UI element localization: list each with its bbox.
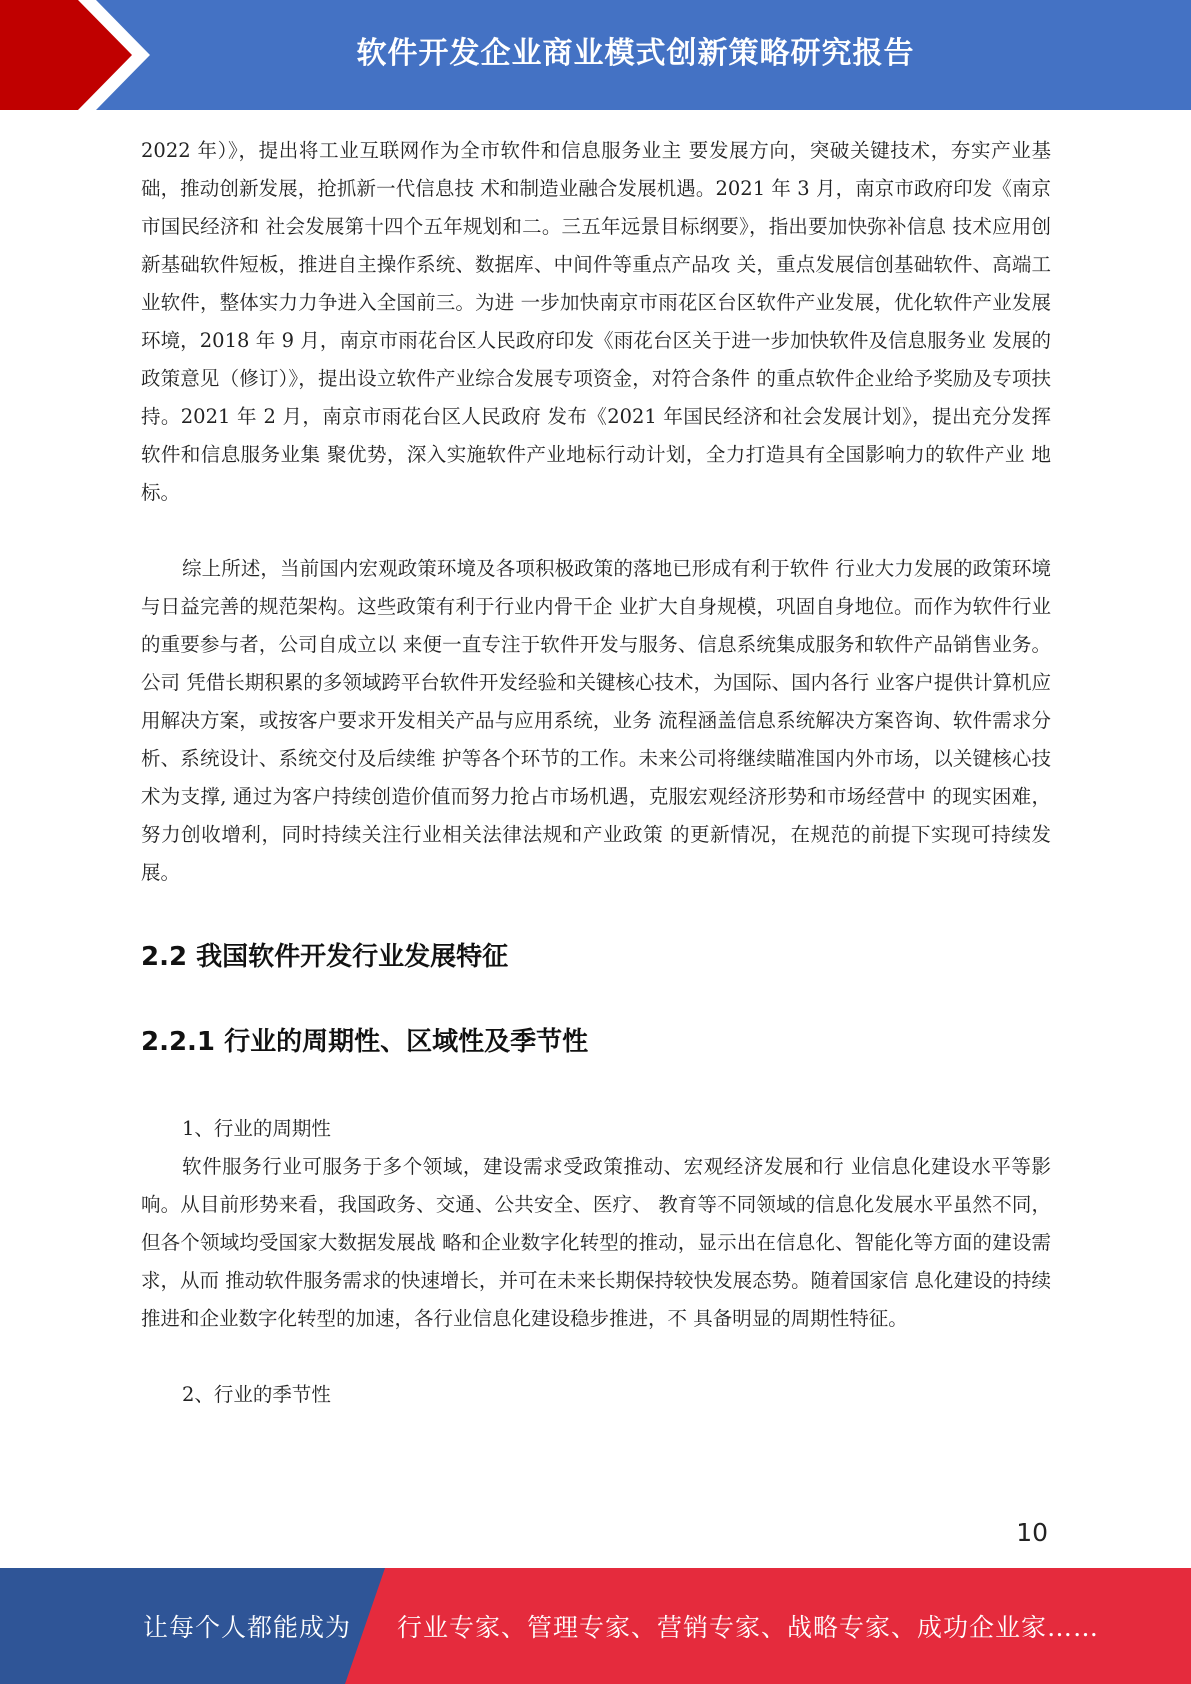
page-content <box>141 132 1051 1414</box>
section-heading-2-2-1: 2.2.1 行业的周期性、区域性及季节性 <box>141 1027 589 1057</box>
section-heading-2-2: 2.2 我国软件开发行业发展特征 <box>141 942 509 972</box>
page-number: 10 <box>1016 1518 1048 1547</box>
paragraph-policy-nanjing: 2022 年）》，提出将工业互联网作为全市软件和信息服务业主 要发展方向，突破关键技术，夯实产业基础，推动创新发展，抢抓新一代信息技 术和制造业融合发展机遇。2021 年 3 月，南京市政府印发《南京市国民经济和 社会发展第十四个五年规划和二。三五年远景目标纲要》，指出要加快弥补信息 技术应用创新基础软件短板，推进自主操作系统、数据库、中间件等重点产品攻 关，重点发展信创基础软件、高端工业软件，整体实力力争进入全国前三。为进 一步加快南京市雨花区台区软件产业发展，优化软件产业发展环境，2018 年 9 月，南京市雨花台区人民政府印发《雨花台区关于进一步加快软件及信息服务业 发展的政策意见（修订）》，提出设立软件产业综合发展专项资金，对符合条件 的重点软件企业给予奖励及专项扶持。2021 年 2 月，南京市雨花台区人民政府 发布《2021 年国民经济和社会发展计划》，提出充分发挥软件和信息服务业集 聚优势，深入实施软件产业地标行动计划，全力打造具有全国影响力的软件产业 地标。 <box>141 139 1051 504</box>
report-title: 软件开发企业商业模式创新策略研究报告 <box>356 36 915 71</box>
page-footer <box>0 1568 1191 1684</box>
paragraph-cyclicality: 软件服务行业可服务于多个领域，建设需求受政策推动、宏观经济发展和行 业信息化建设水平等影响。从目前形势来看，我国政务、交通、公共安全、医疗、 教育等不同领域的信息化发展水平虽然不同，但各个领域均受国家大数据发展战 略和企业数字化转型的推动，显示出在信息化、智能化等方面的建设需求，从而 推动软件服务需求的快速增长，并可在未来长期保持较快发展态势。随着国家信 息化建设的持续推进和企业数字化转型的加速，各行业信息化建设稳步推进，不 具备明显的周期性特征。 <box>141 1155 1051 1330</box>
paragraph-summary: 综上所述，当前国内宏观政策环境及各项积极政策的落地已形成有利于软件 行业大力发展的政策环境与日益完善的规范架构。这些政策有利于行业内骨干企 业扩大自身规模，巩固自身地位。而作为软件行业的重要参与者，公司自成立以 来便一直专注于软件开发与服务、信息系统集成服务和软件产品销售业务。公司 凭借长期积累的多领域跨平台软件开发经验和关键核心技术，为国际、国内各行 业客户提供计算机应用解决方案，或按客户要求开发相关产品与应用系统，业务 流程涵盖信息系统解决方案咨询、软件需求分析、系统设计、系统交付及后续维 护等各个环节的工作。未来公司将继续瞄准国内外市场，以关键核心技术为支撑, 通过为客户持续创造价值而努力抢占市场机遇，克服宏观经济形势和市场经营中 的现实困难，努力创收增利，同时持续关注行业相关法律法规和产业政策 的更新情况，在规范的前提下实现可持续发展。 <box>141 557 1051 884</box>
subheading-cyclicality: 1、行业的周期性 <box>182 1117 331 1140</box>
page-header <box>0 0 1191 110</box>
footer-slogan-right: 行业专家、管理专家、营销专家、战略专家、成功企业家…… <box>397 1613 1100 1642</box>
subheading-seasonality: 2、行业的季节性 <box>182 1383 331 1406</box>
footer-slogan-left: 让每个人都能成为 <box>143 1613 352 1642</box>
